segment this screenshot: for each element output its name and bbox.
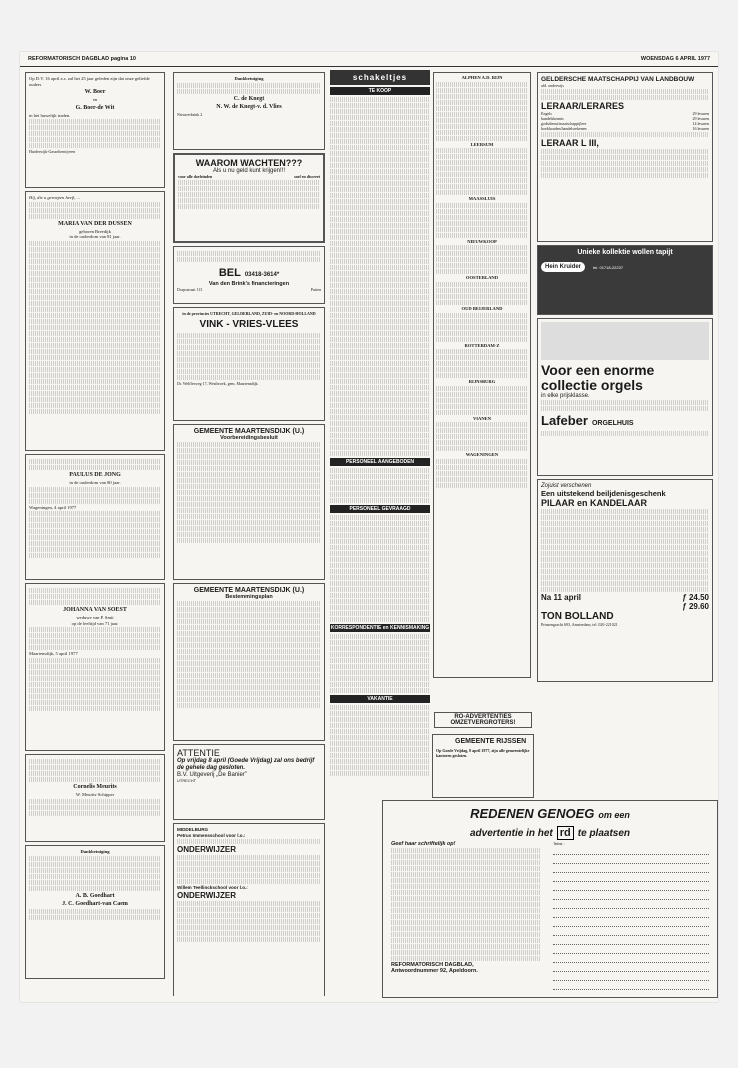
church-town-8: OUD BEIJERLAND [461,305,503,311]
person-name: Cornelis Meurits [73,784,117,790]
hours-1: 29 lesuren [692,111,709,116]
vacancy-school-2: Willem Teellinckschool voor l.o.: [177,885,248,891]
notice-meurits [25,754,165,842]
book-title-2: PILAAR en KANDELAAR [541,498,648,508]
vacancy-school: Petrus Immensschool voor l.o.: [177,832,246,838]
gemeente-notice-1 [173,424,325,580]
gemeente-title: GEMEENTE MAARTENSDIJK (U.) [193,428,305,435]
bel-name: Van den Brink's financieringen [208,281,290,287]
vink-ad [173,307,325,421]
notice-tail: in het huwelijk traden. [29,112,71,118]
thanks-name-2: J. C. Goedhart-van Caem [62,900,128,907]
church-town-12: WAGENINGEN [465,452,499,458]
ro-slogan: RO-ADVERTENTIES OMZETVERGROTERS! [434,712,532,728]
kruider-logo: Hein Kruider [541,262,585,272]
anniversary-notice [25,72,165,188]
attentie-firm: B.V. Uitgeverij „De Banier” [177,772,247,778]
deceased-widow: weduwe van P. Smit [76,615,114,620]
thanks-name-1: C. de Knegt [233,95,265,102]
kruider-phone: tel. 01718-22237 [593,264,624,270]
notice-intro: Hij, die u geroepen heeft, ... [29,195,81,200]
thanks-place: Nieuwerbrink 2 [177,111,203,117]
header-left: REFORMATORISCH DAGBLAD pagina 10 [28,56,136,62]
church-town-5: MAASSLUIS [468,196,496,202]
bel-ad [173,246,325,304]
landbouw-vacancy [537,72,713,242]
vink-title: VINK - VRIES-VLEES [199,319,299,330]
section-vakantie: VAKANTIE [330,695,430,703]
vink-top: in de provincies UTRECHT, GELDERLAND, ZUID- en NOORD-HOLLAND [182,311,316,316]
person-sub: W. Meurits-Schipper [75,792,115,797]
orgel-brand: Lafeber [541,413,588,428]
rd-logo: rd [557,826,574,840]
ad-firm: REFORMATORISCH DAGBLAD, [391,962,474,968]
price-2: ƒ 29.60 [682,602,709,611]
thanks-title: Dankbetuiging [234,76,264,81]
orgel-ad [537,318,713,476]
ad-sub2: voor alle doeleinden [178,174,213,179]
church-town-1: ALPHEN A.D. RIJN [461,75,503,80]
org-title: GELDERSCHE MAATSCHAPPIJ VAN LANDBOUW [541,76,695,83]
ad-title-4: te plaatsen [577,828,631,839]
notice-place: Wageningen, 4 april 1977 [29,504,77,510]
job-title-2: LERAAR L III, [541,138,599,148]
book-title: Een uitstekend beiljdenisgeschenk [541,489,666,498]
section-personeel-aangeboden: PERSONEEL AANGEBODEN [330,458,430,466]
deceased-name: MARIA VAN DER DUSSEN [58,220,132,227]
death-notice-soest [25,583,165,751]
family-notices-column [22,70,168,996]
notice-name-2: en [92,97,98,103]
deceased-name: JOHANNA VAN SOEST [63,607,127,613]
org-sub: afd. onderwijs [541,83,564,88]
ad-title-2: om een [598,810,630,820]
church-town-4: LEERSUM [470,141,494,147]
church-town-10: RIJNSBURG [468,379,496,385]
subject-2: handelskennis [541,116,564,121]
ad-title-3: advertentie in het [469,828,553,839]
section-personeel-gevraagd: PERSONEEL GEVRAAGD [330,505,430,513]
section-te-koop: TE KOOP [330,87,430,95]
deceased-maiden: geboren Breedijk [79,228,111,234]
middelburg-vacancies [173,823,325,996]
ad-tag: snel en discreet [294,174,320,179]
subject-1: Engels [541,111,552,116]
church-town-6: NIEUWKOOP [467,238,497,244]
ads-column-2 [170,70,328,996]
notice-place: Maartensdijk, 5 april 1977 [29,651,78,657]
deceased-age: in de ouderdom van 81 jaar. [69,234,121,240]
redenen-genoeg-ad [382,800,718,998]
deceased-age: op de leeftijd van 71 jaar. [71,620,119,626]
page-header [20,52,718,67]
notice-place: Harderwijk-Gasselternijveen [29,149,76,155]
bel-label: BEL [218,267,241,279]
gemeente-rijssen-ad [432,734,534,798]
thanks-name-2: N. W. de Knegt-v. d. Vlies [216,103,282,110]
tekst-label: Tekst : [553,841,565,846]
gemeente-sub: Voorbereidingsbesluit [220,435,278,441]
thanks-name-1: A. B. Goedhart [75,892,115,899]
church-town-7: OOSTERLAND [465,275,499,281]
deceased-age: in de ouderdom van 80 jaar. [69,480,121,485]
vacancy-town: MIDDELBURG [177,827,209,832]
gemeente-notice-2 [173,583,325,741]
schakeltjes-brand: schakeltjes [330,70,430,85]
waarom-wachten-ad [173,153,325,243]
attentie-body: Op vrijdag 8 april (Goede Vrijdag) zal ons bedrijf de gehele dag gesloten. [177,758,315,771]
job-title-1: LERAAR/LERARES [541,101,625,111]
newspaper-page [20,52,718,1002]
church-town-9: ROTTERDAM-Z [464,342,500,348]
attentie-town: UTRECHT [177,778,197,783]
ad-sub: Geef haar schriftelijk op! [391,841,456,847]
notice-name-1: W. Boer [84,89,106,96]
rijssen-body: Op Goede Vrijdag, 8 april 1977, zijn alle gemeentelijke kantoren gesloten. [436,748,530,758]
death-notice-jong [25,454,165,580]
header-right: WOENSDAG 6 APRIL 1977 [640,56,710,62]
orgel-title: Voor een enorme collectie orgels [541,362,655,393]
deceased-name: PAULUS DE JONG [69,472,121,478]
gemeente-title: GEMEENTE MAARTENSDIJK (U.) [193,587,305,594]
rijssen-title: GEMEENTE RIJSSEN [455,738,527,745]
hours-2: 29 lesuren [692,116,709,121]
thanks-knegt [173,72,325,150]
thanks-title: Dankbetuiging [80,849,110,854]
notice-intro: Op D.V. 16 april a.s. zal het 25 jaar geleden zijn dat onze geliefde ouders [29,76,150,87]
price-1: ƒ 24.50 [682,593,709,602]
section-korrespondentie: KORRESPONDENTIE en KENNISMAKING [330,625,430,631]
subject-3: godsdienst/maatschappijleer [541,121,587,126]
church-services-box [433,72,531,678]
ad-title: WAAROM WACHTEN??? [195,158,303,168]
ad-sub: Als u nu geld kunt krijgen!!! [212,168,286,174]
bel-phone: 03418-3614* [244,272,280,278]
death-notice-dussen [25,191,165,451]
hours-4: 16 lesuren [692,126,709,131]
bel-addr: Dorpsstraat 113 [177,287,203,292]
church-town-11: VIANEN [472,415,492,421]
thanks-goedhart [25,845,165,979]
hours-3: 14 lesuren [692,121,709,126]
kruider-title: Unieke kollektie wollen tapijt [577,249,673,256]
ad-title-1: REDENEN GENOEG [470,806,595,821]
vacancy-job-2: ONDERWIJZER [177,890,236,900]
kruider-ad [537,245,713,315]
notice-name-3: G. Boer-de Wit [75,104,115,111]
vink-addr: Dr. Welfferweg 17, Westbroek, gem. Maartensdijk. [177,381,259,386]
organ-photo [541,322,709,360]
pilaar-book-ad [537,479,713,682]
book-tag: Zojuist verschenen [541,483,592,489]
attentie-ad [173,744,325,820]
publisher: TON BOLLAND [541,611,614,622]
price-date: Na 11 april [541,593,582,602]
orgel-brand-2: ORGELHUIS [591,420,634,427]
attentie-title: ATTENTIE [177,748,220,758]
subject-4: boekhouden/handelsrekenen [541,126,587,131]
bel-town: Putten [310,287,321,292]
gemeente-sub: Bestemmingsplan [225,594,273,600]
orgel-sub: in elke prijsklasse. [541,393,590,399]
ad-addr: Antwoordnummer 92, Apeldoorn. [391,968,478,974]
vacancy-job-1: ONDERWIJZER [177,845,236,855]
publisher-addr: Prinsengracht 693, Amsterdam, tel. 020-221021 [541,622,618,627]
